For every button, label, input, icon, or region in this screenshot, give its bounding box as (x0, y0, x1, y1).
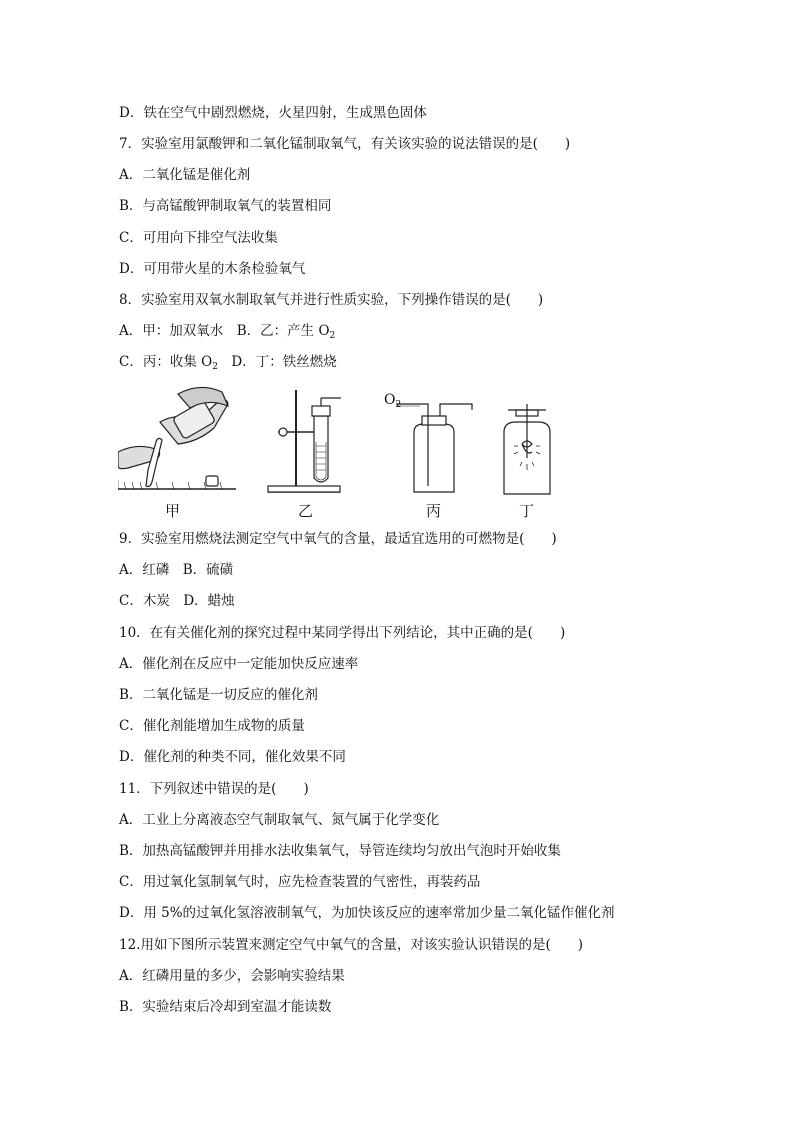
figure-label-yi: 乙 (298, 502, 314, 520)
option-line: B．加热高锰酸钾并用排水法收集氧气，导管连续均匀放出气泡时开始收集 (119, 843, 561, 859)
option-line: B．二氧化锰是一切反应的催化剂 (119, 687, 318, 703)
figure-label-jia: 甲 (165, 502, 181, 520)
apparatus-figure (118, 382, 578, 520)
option-text: C．丙：收集 O (119, 354, 213, 370)
option-line: D．铁在空气中剧烈燃烧，火星四射，生成黑色固体 (119, 105, 427, 121)
option-line (119, 353, 337, 376)
option-line: C．木炭 D．蜡烛 (119, 593, 235, 609)
option-line: D．可用带火星的木条检验氧气 (119, 261, 306, 277)
option-text: D．丁：铁丝燃烧 (217, 354, 337, 370)
o2-subscript: 2 (395, 400, 402, 410)
question-12: 12.用如下图所示装置来测定空气中氧气的含量，对该实验认识错误的是( ) (119, 937, 584, 953)
option-line: A．催化剂在反应中一定能加快反应速率 (119, 656, 359, 672)
option-line: B．与高锰酸钾制取氧气的装置相同 (119, 198, 332, 214)
apparatus-drawing (118, 382, 578, 520)
option-line: A．工业上分离液态空气制取氧气、氮气属于化学变化 (119, 812, 440, 828)
figure-label-bing: 丙 (426, 502, 442, 520)
question-9: 9．实验室用燃烧法测定空气中氧气的含量，最适宜选用的可燃物是( ) (119, 531, 557, 547)
option-line: B．实验结束后冷却到室温才能读数 (119, 999, 332, 1015)
option-line (119, 322, 335, 345)
o2-label (384, 392, 401, 410)
option-line: D．催化剂的种类不同，催化效果不同 (119, 749, 346, 765)
subscript: 2 (212, 362, 218, 372)
option-line: C．用过氧化氢制氧气时，应先检查装置的气密性，再装药品 (119, 874, 481, 890)
question-11: 11．下列叙述中错误的是( ) (119, 781, 309, 797)
question-7: 7．实验室用氯酸钾和二氧化锰制取氧气，有关该实验的说法错误的是( ) (119, 136, 571, 152)
question-10: 10．在有关催化剂的探究过程中某同学得出下列结论，其中正确的是( ) (119, 625, 566, 641)
question-8: 8．实验室用双氧水制取氧气并进行性质实验，下列操作错误的是( ) (119, 292, 544, 308)
figure-label-ding: 丁 (519, 502, 535, 520)
option-line: C．可用向下排空气法收集 (119, 230, 278, 246)
option-line: C．催化剂能增加生成物的质量 (119, 718, 305, 734)
option-line: A．二氧化锰是催化剂 (119, 167, 251, 183)
o2-text: O (384, 392, 396, 408)
option-line: A．红磷 B．硫磺 (119, 562, 234, 578)
option-line: A．红磷用量的多少，会影响实验结果 (119, 968, 345, 984)
subscript: 2 (329, 331, 336, 341)
option-line: D．用 5%的过氧化氢溶液制氧气，为加快该反应的速率常加少量二氧化锰作催化剂 (119, 905, 615, 921)
option-text: A．甲：加双氧水 B．乙：产生 O (119, 323, 330, 339)
